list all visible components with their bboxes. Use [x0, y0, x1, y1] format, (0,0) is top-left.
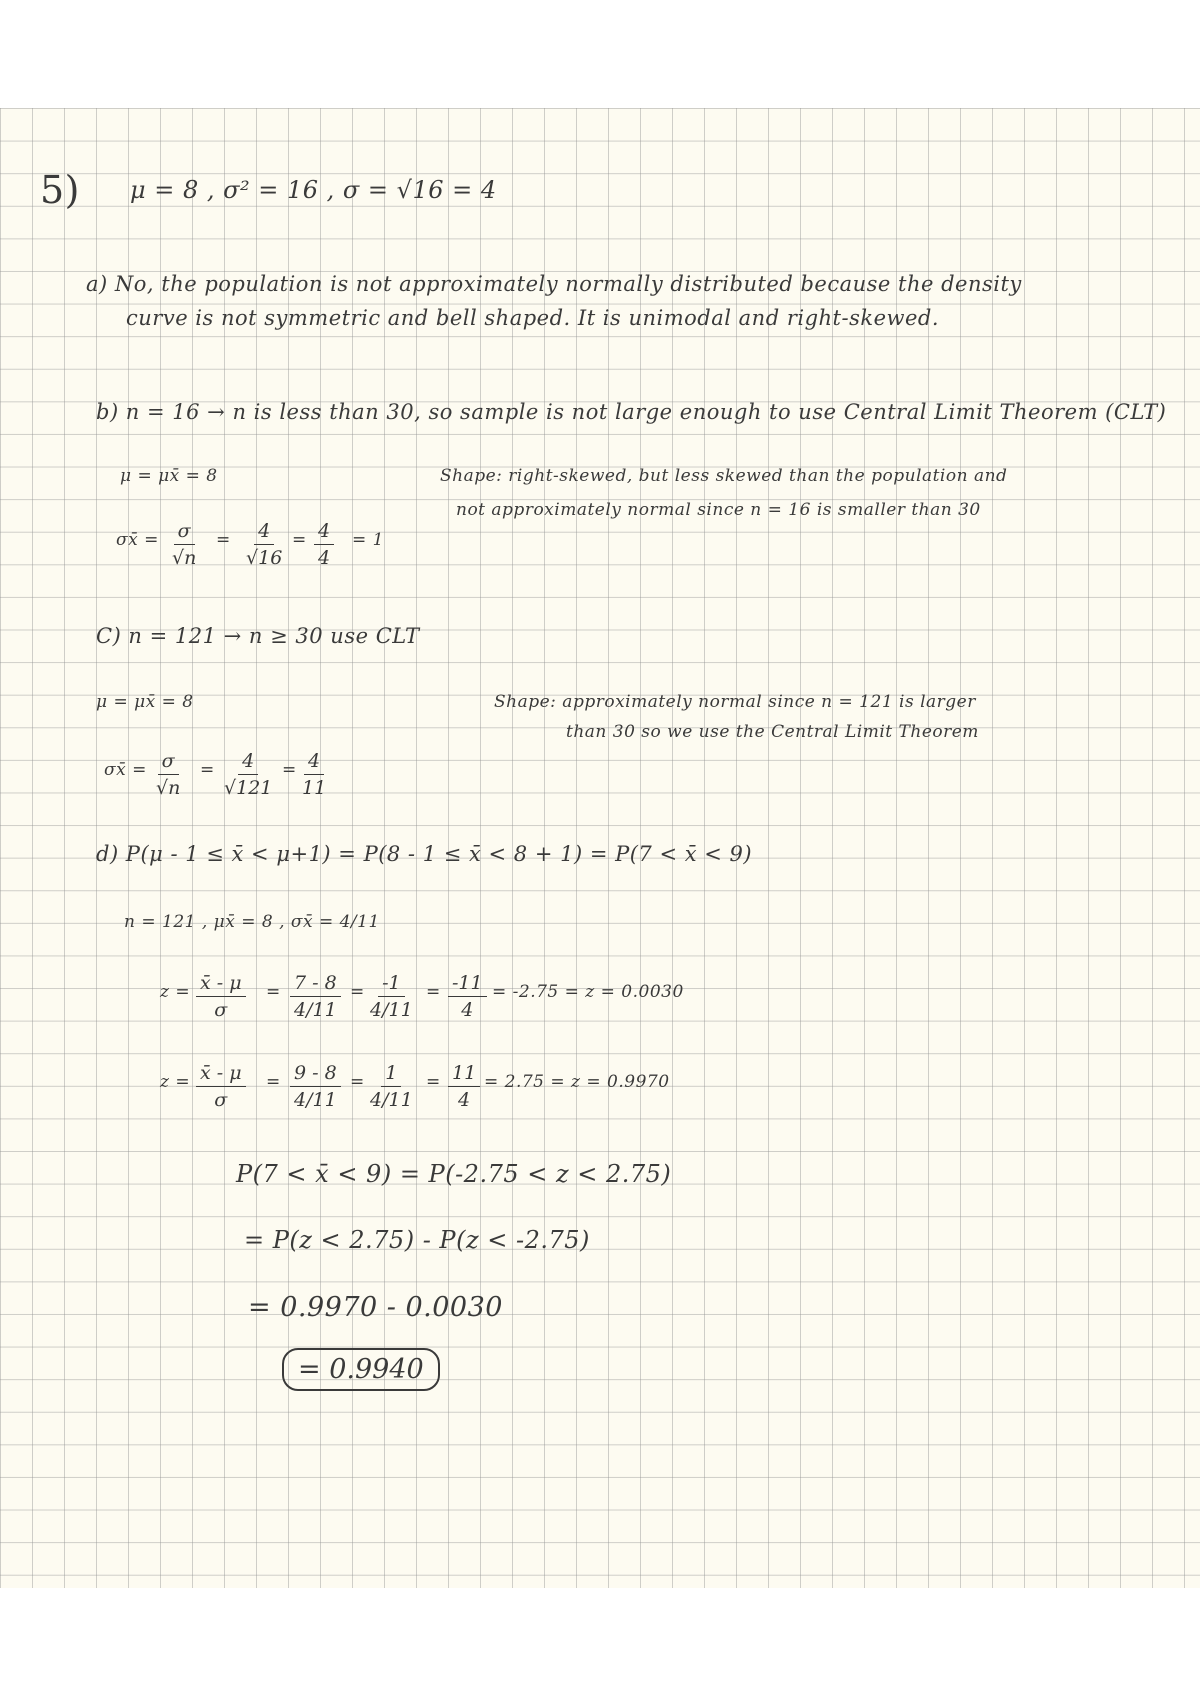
- part-b-sd-label: σx̄ =: [116, 530, 159, 550]
- z1-fraction-2: [290, 972, 341, 1021]
- fraction-numerator: 9 - 8: [290, 1062, 341, 1087]
- equals-sign: =: [426, 1072, 441, 1092]
- fraction-denominator: 4: [461, 999, 474, 1021]
- part-a-line-1: a) No, the population is not approximately normally distributed because the density: [86, 272, 1022, 296]
- z2-fraction-2: [290, 1062, 341, 1111]
- fraction-denominator: 4: [318, 547, 331, 569]
- final-step-2: = P(z < 2.75) - P(z < -2.75): [244, 1226, 590, 1254]
- part-c-fraction-2: [224, 750, 272, 799]
- part-b-shape-line-2: not approximately normal since n = 16 is smaller than 30: [456, 500, 981, 520]
- part-a-line-2: curve is not symmetric and bell shaped. It is unimodal and right-skewed.: [126, 306, 940, 330]
- fraction-denominator: √16: [246, 547, 283, 569]
- equals-sign: =: [426, 982, 441, 1002]
- problem-number: 5): [40, 168, 81, 212]
- fraction-denominator: 4: [458, 1089, 471, 1111]
- z1-fraction-1: [196, 972, 246, 1021]
- part-c-sd-label: σx̄ =: [104, 760, 147, 780]
- part-b-fraction-2: [246, 520, 282, 569]
- z2-tail: = 2.75 = z = 0.9970: [484, 1072, 670, 1092]
- fraction-numerator: σ: [158, 750, 179, 775]
- fraction-numerator: 4: [254, 520, 274, 545]
- part-b-header: b) n = 16 → n is less than 30, so sample is not large enough to use Central Limit Theorem (CLT): [96, 400, 1167, 424]
- final-answer-box: = 0.9940: [282, 1348, 440, 1391]
- part-b-shape-line-1: Shape: right-skewed, but less skewed than the population and: [440, 466, 1008, 486]
- final-step-3: = 0.9970 - 0.0030: [248, 1292, 503, 1323]
- equals-sign: =: [266, 982, 281, 1002]
- fraction-denominator: 4/11: [294, 999, 337, 1021]
- fraction-denominator: 4/11: [370, 999, 413, 1021]
- part-b-result: = 1: [352, 530, 384, 550]
- final-step-1: P(7 < x̄ < 9) = P(-2.75 < z < 2.75): [236, 1160, 672, 1188]
- problem-givens: μ = 8 , σ² = 16 , σ = √16 = 4: [130, 176, 497, 204]
- part-b-fraction-3: [314, 520, 334, 569]
- z1-fraction-3: [370, 972, 413, 1021]
- equals-sign: =: [292, 530, 307, 550]
- fraction-numerator: 4: [304, 750, 324, 775]
- part-d-params: n = 121 , μx̄ = 8 , σx̄ = 4/11: [124, 912, 380, 932]
- fraction-denominator: 4/11: [370, 1089, 413, 1111]
- z2-fraction-1: [196, 1062, 246, 1111]
- part-d-header: d) P(μ - 1 ≤ x̄ < μ+1) = P(8 - 1 ≤ x̄ < 8 + 1) = P(7 < x̄ < 9): [96, 842, 753, 866]
- equals-sign: =: [216, 530, 231, 550]
- part-c-shape-line-1: Shape: approximately normal since n = 121 is larger: [494, 692, 976, 712]
- z2-fraction-4: [448, 1062, 480, 1111]
- fraction-denominator: √121: [224, 777, 273, 799]
- part-c-fraction-3: [302, 750, 326, 799]
- equals-sign: =: [350, 982, 365, 1002]
- fraction-numerator: 7 - 8: [290, 972, 341, 997]
- fraction-denominator: 4/11: [294, 1089, 337, 1111]
- part-c-shape-line-2: than 30 so we use the Central Limit Theorem: [566, 722, 979, 742]
- equals-sign: =: [350, 1072, 365, 1092]
- part-b-mean: μ = μx̄ = 8: [120, 466, 218, 486]
- fraction-numerator: 11: [448, 1062, 480, 1087]
- z1-fraction-4: [448, 972, 487, 1021]
- fraction-numerator: x̄ - μ: [196, 1062, 246, 1087]
- fraction-numerator: 4: [238, 750, 258, 775]
- fraction-numerator: 4: [314, 520, 334, 545]
- z2-lead: z =: [160, 1072, 191, 1092]
- fraction-denominator: σ: [214, 1089, 228, 1111]
- fraction-numerator: σ: [174, 520, 195, 545]
- part-b-fraction-1: [172, 520, 196, 569]
- fraction-numerator: 1: [381, 1062, 401, 1087]
- fraction-denominator: √n: [156, 777, 181, 799]
- fraction-numerator: x̄ - μ: [196, 972, 246, 997]
- fraction-denominator: 11: [302, 777, 327, 799]
- fraction-denominator: √n: [172, 547, 197, 569]
- fraction-denominator: σ: [214, 999, 228, 1021]
- part-c-mean: μ = μx̄ = 8: [96, 692, 194, 712]
- equals-sign: =: [266, 1072, 281, 1092]
- part-c-fraction-1: [156, 750, 180, 799]
- equals-sign: =: [282, 760, 297, 780]
- equals-sign: =: [200, 760, 215, 780]
- z1-tail: = -2.75 = z = 0.0030: [492, 982, 684, 1002]
- fraction-numerator: -1: [378, 972, 405, 997]
- z2-fraction-3: [370, 1062, 413, 1111]
- fraction-numerator: -11: [448, 972, 487, 997]
- part-c-header: C) n = 121 → n ≥ 30 use CLT: [96, 624, 420, 648]
- z1-lead: z =: [160, 982, 191, 1002]
